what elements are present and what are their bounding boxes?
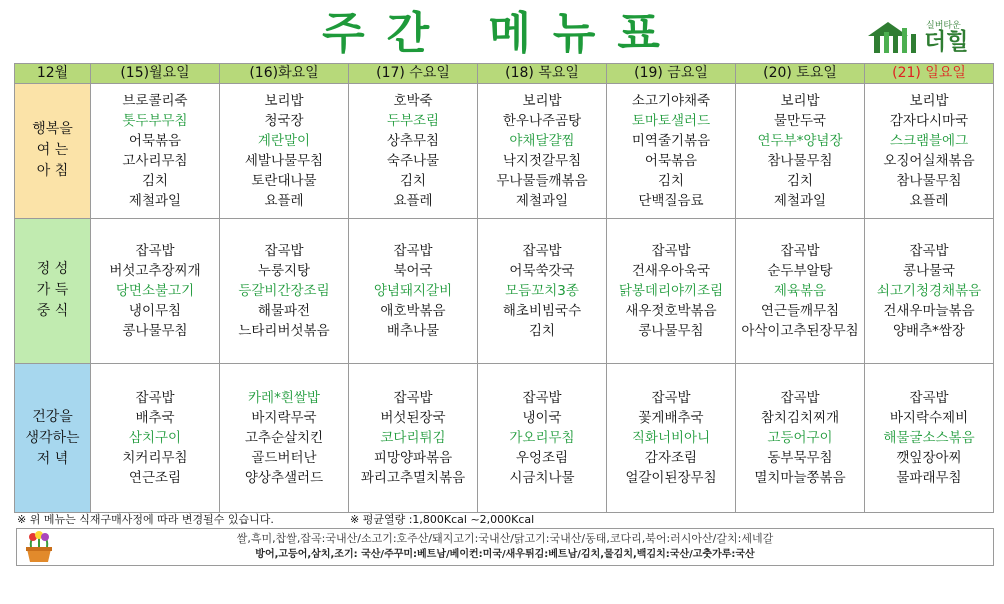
main-dish-item: 삼치구이: [128, 430, 182, 447]
menu-item: 콩나물무침: [638, 322, 704, 339]
menu-item: 배추나물: [386, 322, 440, 339]
menu-item: 건새우아욱국: [631, 262, 711, 279]
house-logo-icon: [868, 20, 920, 54]
menu-item: 깻잎장아찌: [896, 450, 962, 467]
menu-item: 한우나주곰탕: [502, 112, 582, 129]
menu-item: 순두부알탕: [767, 262, 833, 279]
menu-item: 감자다시마국: [889, 112, 969, 129]
meal-label-line: 건강을: [32, 408, 73, 425]
main-dish-item: 스크램블에그: [889, 132, 969, 149]
menu-item: 잡곡밥: [780, 242, 820, 259]
menu-item: 김치: [399, 172, 427, 189]
main-dish-item: 연두부*양념장: [757, 132, 843, 149]
lunch-row: [15, 218, 994, 364]
menu-item: 콩나물국: [902, 262, 956, 279]
menu-item: 무나물들깨볶음: [496, 172, 588, 189]
lunch-label: [15, 218, 91, 364]
menu-item: 콩나물무침: [122, 322, 188, 339]
menu-item: 요플레: [264, 192, 304, 209]
day-header-fri: (19) 금요일: [607, 64, 736, 84]
dinner-sat-cell: [736, 364, 865, 513]
main-dish-item: 닭봉데리야끼조림: [618, 282, 724, 299]
main-dish-item: 토마토샐러드: [631, 112, 711, 129]
breakfast-label: [15, 84, 91, 219]
lunch-sat-cell: [736, 218, 865, 364]
menu-item: 양배추*쌈장: [893, 322, 965, 339]
menu-item: 참나물무침: [896, 172, 962, 189]
menu-item: 단백질음료: [638, 192, 704, 209]
lunch-tue-cell: [220, 218, 349, 364]
main-dish-item: 코다리튀김: [380, 430, 446, 447]
menu-item: 냉이국: [522, 410, 562, 427]
menu-item: 낙지젓갈무침: [502, 152, 582, 169]
menu-item: 제철과일: [128, 192, 182, 209]
day-header-tue: (16)화요일: [220, 64, 349, 84]
main-dish-item: 톳두부무침: [122, 112, 188, 129]
menu-item: 물파래무침: [896, 470, 962, 487]
menu-item: 잡곡밥: [522, 242, 562, 259]
day-header-mon: (15)월요일: [91, 64, 220, 84]
menu-item: 애호박볶음: [380, 302, 446, 319]
menu-item: 잡곡밥: [393, 390, 433, 407]
menu-item: 호박죽: [393, 92, 433, 109]
menu-item: 잡곡밥: [135, 390, 175, 407]
menu-item: 상추무침: [386, 132, 440, 149]
menu-item: 버섯된장국: [380, 410, 446, 427]
menu-item: 김치: [141, 172, 169, 189]
menu-item: 보리밥: [909, 92, 949, 109]
menu-item: 냉이무침: [128, 302, 182, 319]
menu-item: 해물파전: [257, 302, 311, 319]
menu-item: 잡곡밥: [909, 242, 949, 259]
menu-item: 참치김치찌개: [760, 410, 840, 427]
day-header-thu: (18) 목요일: [478, 64, 607, 84]
menu-item: 새우젓호박볶음: [625, 302, 717, 319]
origin-info-box: [16, 528, 994, 566]
meal-label-line: 아 침: [36, 163, 69, 180]
menu-item: 잡곡밥: [522, 390, 562, 407]
menu-item: 연근들깨무침: [760, 302, 840, 319]
menu-item: 잡곡밥: [393, 242, 433, 259]
menu-item: 세발나물무침: [244, 152, 324, 169]
weekly-menu-table: [14, 63, 994, 513]
main-dish-item: 양념돼지갈비: [373, 282, 453, 299]
menu-item: 어묵볶음: [128, 132, 182, 149]
menu-item: 우엉조림: [515, 450, 569, 467]
meal-label-line: 정 성: [36, 261, 69, 278]
main-dish-item: 쇠고기청경채볶음: [876, 282, 982, 299]
menu-item: 잡곡밥: [264, 242, 304, 259]
menu-item: 어묵쑥갓국: [509, 262, 575, 279]
menu-item: 해초비빔국수: [502, 302, 582, 319]
main-dish-item: 두부조림: [386, 112, 440, 129]
meal-label-line: 저 녁: [36, 450, 69, 467]
menu-item: 보리밥: [522, 92, 562, 109]
breakfast-tue-cell: [220, 84, 349, 219]
logo: [868, 16, 978, 56]
menu-item: 어묵볶음: [644, 152, 698, 169]
dinner-fri-cell: [607, 364, 736, 513]
main-dish-item: 가오리무침: [509, 430, 575, 447]
breakfast-wed-cell: [349, 84, 478, 219]
menu-item: 요플레: [909, 192, 949, 209]
menu-item: 건새우마늘볶음: [883, 302, 975, 319]
breakfast-fri-cell: [607, 84, 736, 219]
menu-item: 참나물무침: [767, 152, 833, 169]
menu-item: 꽈리고추멸치볶음: [360, 470, 466, 487]
logo-name: 더힐: [924, 29, 969, 55]
menu-change-note: ※ 위 메뉴는 식재구매사정에 따라 변경될수 있습니다.: [17, 513, 274, 526]
main-dish-item: 직화너비아니: [631, 430, 711, 447]
meal-label-line: 여 는: [36, 142, 69, 159]
breakfast-thu-cell: [478, 84, 607, 219]
menu-item: 동부묵무침: [767, 450, 833, 467]
main-dish-item: 계란말이: [257, 132, 311, 149]
menu-item: 잡곡밥: [909, 390, 949, 407]
main-dish-item: 제육볶음: [773, 282, 827, 299]
menu-item: 김치: [657, 172, 685, 189]
breakfast-sun-cell: [865, 84, 994, 219]
lunch-fri-cell: [607, 218, 736, 364]
menu-item: 김치: [786, 172, 814, 189]
menu-item: 골드버터난: [251, 450, 317, 467]
menu-item: 감자조림: [644, 450, 698, 467]
day-header-sat: (20) 토요일: [736, 64, 865, 84]
menu-item: 미역줄기볶음: [631, 132, 711, 149]
menu-item: 숙주나물: [386, 152, 440, 169]
menu-item: 얼갈이된장무침: [625, 470, 717, 487]
main-dish-item: 고등어구이: [767, 430, 833, 447]
dinner-tue-cell: [220, 364, 349, 513]
dinner-row: [15, 364, 994, 513]
menu-item: 양상추샐러드: [244, 470, 324, 487]
menu-item: 제철과일: [773, 192, 827, 209]
lunch-thu-cell: [478, 218, 607, 364]
menu-item: 보리밥: [780, 92, 820, 109]
menu-item: 바지락무국: [251, 410, 317, 427]
menu-item: 청국장: [264, 112, 304, 129]
menu-item: 요플레: [393, 192, 433, 209]
menu-item: 아삭이고추된장무침: [741, 322, 859, 339]
menu-item: 누룽지탕: [257, 262, 311, 279]
menu-item: 잡곡밥: [651, 390, 691, 407]
menu-item: 꽃게배추국: [638, 410, 704, 427]
main-dish-item: 해물굴소스볶음: [883, 430, 975, 447]
main-dish-item: 등갈비간장조림: [238, 282, 330, 299]
menu-item: 느타리버섯볶음: [238, 322, 330, 339]
dinner-label: [15, 364, 91, 513]
breakfast-mon-cell: [91, 84, 220, 219]
main-dish-item: 카레*흰쌀밥: [248, 390, 320, 407]
origin-line-2: 방어,고등어,삼치,조기: 국산/주꾸미:베트남/베이컨:미국/새우튀김:베트남/김치,물김치,백김치:국산/고춧가루:국산: [255, 549, 755, 560]
menu-item: 토란대나물: [251, 172, 317, 189]
menu-item: 오징어실채볶음: [883, 152, 975, 169]
meal-label-line: 가 득: [36, 282, 69, 299]
dinner-sun-cell: [865, 364, 994, 513]
menu-item: 브로콜리죽: [122, 92, 188, 109]
day-header-wed: (17) 수요일: [349, 64, 478, 84]
menu-item: 시금치나물: [509, 470, 575, 487]
main-dish-item: 야채달걀찜: [509, 132, 575, 149]
day-header-sun: (21) 일요일: [865, 64, 994, 84]
menu-item: 소고기야채죽: [631, 92, 711, 109]
meal-label-line: 행복을: [32, 121, 73, 138]
menu-item: 북어국: [393, 262, 433, 279]
calorie-note: ※ 평균열량 :1,800Kcal ~2,000Kcal: [350, 513, 535, 526]
menu-item: 잡곡밥: [651, 242, 691, 259]
menu-item: 제철과일: [515, 192, 569, 209]
page-title: 주간 메뉴표: [322, 8, 682, 59]
menu-item: 김치: [528, 322, 556, 339]
main-dish-item: 모듬꼬치3종: [505, 282, 579, 299]
menu-item: 버섯고추장찌개: [109, 262, 201, 279]
menu-item: 고사리무침: [122, 152, 188, 169]
logo-subtitle: 실버타운: [926, 21, 961, 31]
day-header-row: [15, 64, 994, 84]
menu-item: 고추순살치킨: [244, 430, 324, 447]
lunch-sun-cell: [865, 218, 994, 364]
dinner-wed-cell: [349, 364, 478, 513]
lunch-wed-cell: [349, 218, 478, 364]
month-header: 12월: [15, 64, 91, 84]
menu-item: 치커리무침: [122, 450, 188, 467]
lunch-mon-cell: [91, 218, 220, 364]
menu-item: 보리밥: [264, 92, 304, 109]
main-dish-item: 당면소불고기: [115, 282, 195, 299]
breakfast-row: [15, 84, 994, 219]
menu-item: 멸치마늘쫑볶음: [754, 470, 846, 487]
meal-label-line: 중 식: [36, 303, 69, 320]
menu-item: 물만두국: [773, 112, 827, 129]
menu-item: 배추국: [135, 410, 175, 427]
menu-item: 바지락수제비: [889, 410, 969, 427]
dinner-mon-cell: [91, 364, 220, 513]
menu-item: 피망양파볶음: [373, 450, 453, 467]
origin-line-1: 쌀,흑미,찹쌀,잡곡:국내산/소고기:호주산/돼지고기:국내산/닭고기:국내산/동태,코다리,북어:러시아산/갈치:세네갈: [236, 532, 774, 545]
meal-label-line: 생각하는: [25, 429, 80, 446]
menu-item: 잡곡밥: [780, 390, 820, 407]
menu-item: 연근조림: [128, 470, 182, 487]
dinner-thu-cell: [478, 364, 607, 513]
menu-item: 잡곡밥: [135, 242, 175, 259]
breakfast-sat-cell: [736, 84, 865, 219]
